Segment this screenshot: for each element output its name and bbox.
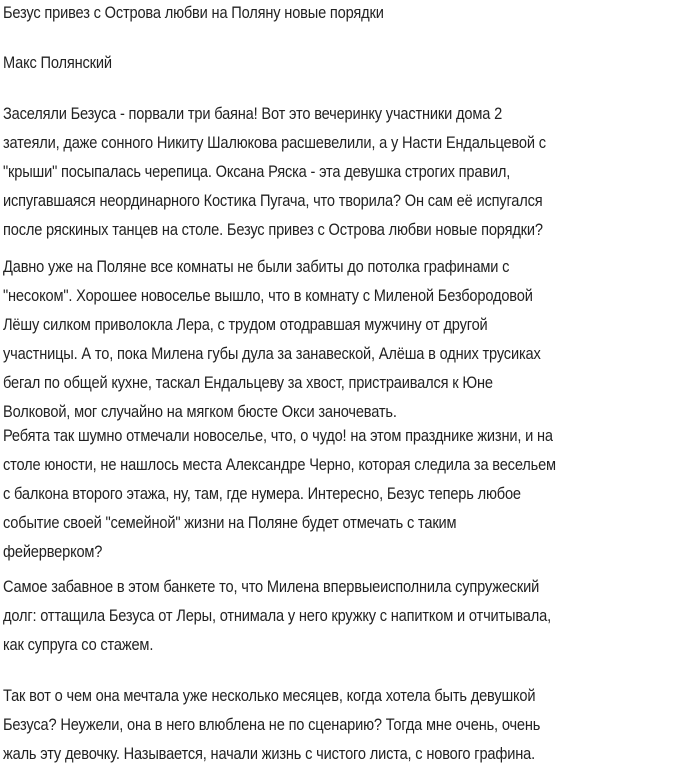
paragraph-line: Лёшу силком приволокла Лера, с трудом отодравшая мужчину от другой [3,315,488,334]
paragraph-line: испугавшаяся неординарного Костика Пугача, что творила? Он сам её испугался [3,191,543,210]
paragraph-line: столе юности, не нашлось места Александре Черно, которая следила за весельем [3,455,556,474]
paragraph-line: "крыши" посыпалась черепица. Оксана Ряска - эта девушка строгих правил, [3,162,511,181]
paragraph-line: участницы. А то, пока Милена губы дула за занавеской, Алёша в одних трусиках [3,344,541,363]
paragraph-line: Давно уже на Поляне все комнаты не были забиты до потолка графинами с [3,257,510,276]
paragraph-line: Ребята так шумно отмечали новоселье, что, о чудо! на этом празднике жизни, и на [3,426,553,445]
paragraph-line: долг: оттащила Безуса от Леры, отнимала у него кружку с напитком и отчитывала, [3,606,551,625]
paragraph-line: Заселяли Безуса - порвали три баяна! Вот это вечеринку участники дома 2 [3,104,503,123]
paragraph-line: Самое забавное в этом банкете то, что Милена впервыеисполнила супружеский [3,577,540,596]
paragraph-line: как супруга со стажем. [3,635,154,654]
paragraph-line: затеяли, даже сонного Никиту Шалюкова расшевелили, а у Насти Ендальцевой с [3,133,546,152]
paragraph-line: бегал по общей кухне, таскал Ендальцеву за хвост, пристраивался к Юне [3,373,493,392]
paragraph-line: с балкона второго этажа, ну, там, где нумера. Интересно, Безус теперь любое [3,484,521,503]
paragraph-line: Безуса? Неужели, она в него влюблена не по сценарию? Тогда мне очень, очень [3,715,541,734]
paragraph-line: фейерверком? [3,542,103,561]
paragraph-line: Так вот о чем она мечтала уже несколько месяцев, когда хотела быть девушкой [3,686,536,705]
article-title: Безус привез с Острова любви на Поляну новые порядки [3,3,384,22]
paragraph-line: жаль эту девочку. Называется, начали жизнь с чистого листа, с нового графина. [3,744,535,763]
paragraph-line: событие своей "семейной" жизни на Поляне будет отмечать с таким [3,513,457,532]
paragraph-line: после ряскиных танцев на столе. Безус привез с Острова любви новые порядки? [3,220,543,239]
article-author: Макс Полянский [3,53,112,72]
paragraph-line: "несоком". Хорошее новоселье вышло, что в комнату с Миленой Безбородовой [3,286,533,305]
paragraph-line: Волковой, мог случайно на мягком бюсте Окси заночевать. [3,402,397,421]
